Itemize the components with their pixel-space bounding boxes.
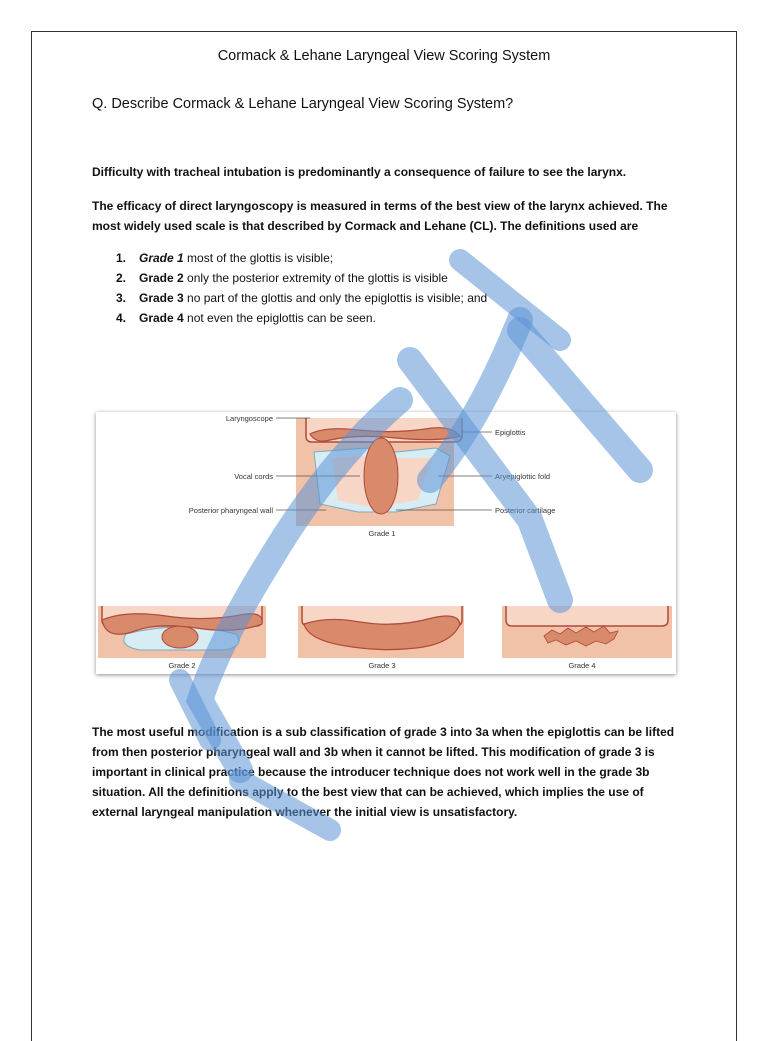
list-item xyxy=(92,288,487,308)
list-number: 3. xyxy=(116,291,127,305)
list-number: 4. xyxy=(116,311,127,325)
label-posterior-cartilage: Posterior cartilage xyxy=(495,506,556,515)
grade-label: Grade 2 xyxy=(139,271,184,285)
label-laryngoscope: Laryngoscope xyxy=(225,414,273,423)
paragraph-modification: The most useful modification is a sub classification of grade 3 into 3a when the epiglottis can be lifted from then posterior pharyngeal wall and 3b when it cannot be lifted. This modification of grade 3 is important in clinical practice because the introducer technique does not work well in the grade 3b situation. All the definitions apply to the best view that can be achieved, which implies the use of external laryngeal manipulation whenever the initial view is unsatisfactory. xyxy=(92,725,675,819)
grade1-vocal-cords xyxy=(364,438,398,514)
grade-text: not even the epiglottis can be seen. xyxy=(183,311,376,325)
grade-text: no part of the glottis and only the epiglottis is visible; and xyxy=(183,291,488,305)
label-epiglottis: Epiglottis xyxy=(495,428,526,437)
grade-label: Grade 4 xyxy=(139,311,184,325)
paragraph-efficacy: The efficacy of direct laryngoscopy is measured in terms of the best view of the larynx achieved. The most widely used scale is that described by Cormack and Lehane (CL). The definitions used are xyxy=(92,199,668,233)
caption-grade1: Grade 1 xyxy=(368,529,396,538)
caption-grade2: Grade 2 xyxy=(168,661,196,670)
document-title: Cormack & Lehane Laryngeal View Scoring System xyxy=(217,48,551,64)
laryngeal-diagram xyxy=(96,412,676,674)
grade2-posterior-glottis xyxy=(162,626,198,648)
label-vocal-cords: Vocal cords xyxy=(234,472,273,481)
list-item xyxy=(92,308,487,328)
grade4-laryngoscope xyxy=(506,606,668,626)
caption-grade4: Grade 4 xyxy=(568,661,596,670)
grade1-view xyxy=(189,414,556,538)
laryngeal-view-figure xyxy=(96,412,676,674)
grade-text: most of the glottis is visible; xyxy=(183,251,334,265)
grade-label: Grade 3 xyxy=(139,291,184,305)
paragraph-intro: Difficulty with tracheal intubation is predominantly a consequence of failure to see the larynx. xyxy=(92,165,627,179)
caption-grade3: Grade 3 xyxy=(368,661,396,670)
list-number: 2. xyxy=(116,271,127,285)
label-aryepiglottic-fold: Aryepiglottic fold xyxy=(495,472,551,481)
list-item xyxy=(92,268,487,288)
list-item xyxy=(92,248,487,268)
label-posterior-pharyngeal-wall: Posterior pharyngeal wall xyxy=(188,506,273,515)
grade3-view xyxy=(298,606,464,670)
question-heading: Q. Describe Cormack & Lehane Laryngeal View Scoring System? xyxy=(92,96,514,112)
grade4-view xyxy=(502,606,672,670)
list-number: 1. xyxy=(116,251,127,265)
grade-list xyxy=(92,248,487,328)
grade-text: only the posterior extremity of the glottis is visible xyxy=(183,271,448,285)
grade-label: Grade 1 xyxy=(139,251,184,265)
grade2-view xyxy=(98,606,266,670)
